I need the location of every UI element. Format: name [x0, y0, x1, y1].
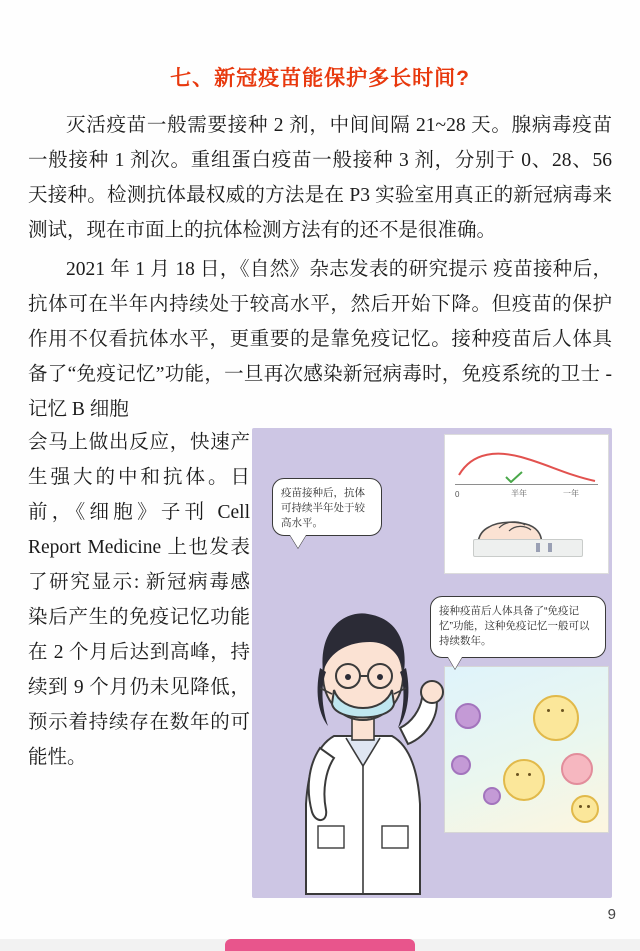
- speech-bubble-tail: [448, 657, 462, 669]
- strip-line-test: [548, 543, 552, 552]
- speech-bubble-antibody: 疫苗接种后，抗体可持续半年处于较高水平。: [272, 478, 382, 536]
- antibody-chart-panel: [444, 434, 609, 574]
- bottom-bar: [0, 939, 640, 951]
- chart-tick-one-year: 一年: [563, 489, 579, 498]
- speech-bubble-tail: [290, 535, 306, 548]
- virus-icon: [451, 755, 471, 775]
- doctor-illustration: [290, 576, 446, 898]
- chart-tick-half-year: 半年: [511, 489, 527, 498]
- memory-cell-icon: [533, 695, 579, 741]
- virus-icon: [455, 703, 481, 729]
- page-number: 9: [607, 906, 616, 923]
- paragraph-2: 2021 年 1 月 18 日，《自然》杂志发表的研究提示 疫苗接种后，抗体可在半年内持续处于较高水平，然后开始下降。但疫苗的保护作用不仅看抗体水平，更重要的是靠免疫记忆。接种疫苗后人体具备了“免疫记忆”功能，一旦再次感染新冠病毒时，免疫系统的卫士 - 记忆 B 细胞: [28, 259, 612, 420]
- test-strip: [473, 539, 583, 557]
- chart-axis: [455, 484, 598, 485]
- speech-bubble-memory: 接种疫苗后人体具备了“免疫记忆”功能，这种免疫记忆一般可以持续数年。: [430, 596, 606, 658]
- memory-cell-icon: [571, 795, 599, 823]
- memory-cell-icon: [503, 759, 545, 801]
- immune-cells-panel: [444, 666, 609, 833]
- antibody-curve-icon: [455, 445, 598, 487]
- paragraph-3: 会马上做出反应，快速产生强大的中和抗体。日前，《细胞》子刊 Cell Report Medicine 上也发表了研究显示: 新冠病毒感染后产生的免疫记忆功能在 2 个月后达到高峰，持续到 9 个月仍未见降低，预示着持续存在数年的可能性。: [28, 432, 250, 768]
- paragraph-1: 灭活疫苗一般需要接种 2 剂，中间间隔 21~28 天。腺病毒疫苗一般接种 1 剂次。重组蛋白疫苗一般接种 3 剂，分别于 0、28、56 天接种。检测抗体最权威的方法是在 P3 实验室用真正的新冠病毒来测试，现在市面上的抗体检测方法有的还不是很准确。: [28, 115, 612, 241]
- antibody-cell-icon: [561, 753, 593, 785]
- chart-area: [455, 445, 598, 499]
- check-icon: [505, 471, 523, 483]
- bottom-bar-accent: [225, 939, 415, 951]
- chart-tick-origin: 0: [455, 490, 460, 499]
- page-title: 七、新冠疫苗能保护多长时间?: [170, 67, 470, 90]
- strip-line-control: [536, 543, 540, 552]
- illustration: [252, 428, 612, 898]
- virus-icon: [483, 787, 501, 805]
